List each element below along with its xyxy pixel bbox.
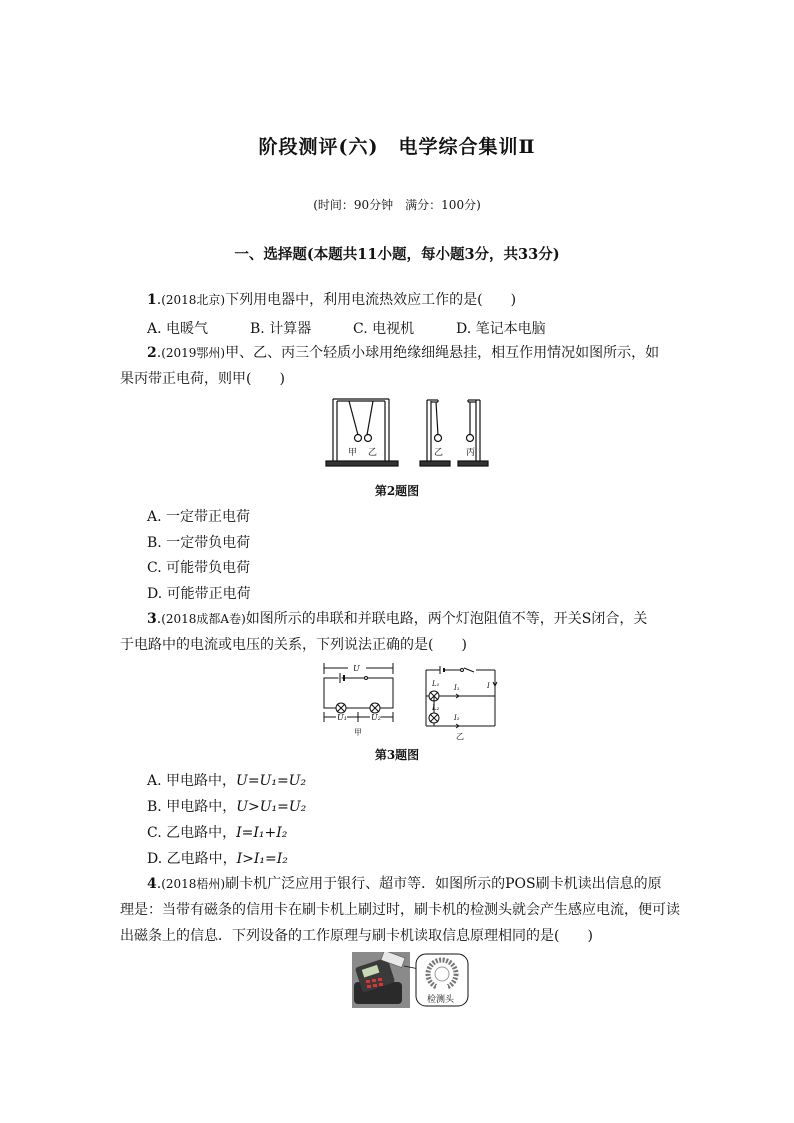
option-label: B. 甲电路中， bbox=[147, 799, 237, 815]
question-source: (2018北京) bbox=[161, 293, 226, 307]
option-d[interactable]: D. 可能带正电荷 bbox=[147, 586, 251, 602]
option-a[interactable]: A. 电暖气 bbox=[147, 321, 209, 337]
option-d[interactable] bbox=[147, 848, 288, 868]
page-title: 阶段测评(六) 电学综合集训Ⅱ bbox=[258, 136, 536, 158]
option-label: C. 乙电路中， bbox=[147, 825, 237, 841]
figure-caption: 第3题图 bbox=[374, 748, 420, 762]
figure-label: 检测头 bbox=[427, 995, 455, 1005]
figure-caption: 第2题图 bbox=[374, 484, 420, 498]
figure-series-circuit bbox=[318, 660, 400, 738]
ball-label: 乙 bbox=[368, 448, 378, 458]
current-label: I₂ bbox=[454, 714, 460, 722]
question-text: 甲、乙、丙三个轻质小球用绝缘细绳悬挂，相互作用情况如图所示，如 bbox=[225, 345, 660, 361]
ball-label: 丙 bbox=[466, 448, 476, 458]
question-text: 刷卡机广泛应用于银行、超市等．如图所示的POS刷卡机读出信息的原 bbox=[225, 876, 662, 892]
option-b[interactable] bbox=[147, 796, 306, 816]
option-c[interactable]: C. 电视机 bbox=[353, 321, 415, 337]
figure-pos-machine bbox=[352, 952, 470, 1008]
lamp-label: L₂ bbox=[432, 704, 440, 712]
question-1-options bbox=[147, 318, 546, 338]
question-4-stem-cont: 理是：当带有磁条的信用卡在刷卡机上刷过时，刷卡机的检测头就会产生感应电流，便可读 bbox=[120, 902, 680, 918]
figure-parallel-circuit bbox=[420, 664, 502, 742]
question-number: 4 bbox=[147, 876, 157, 892]
circuit-name: 乙 bbox=[456, 732, 464, 741]
current-label: I₁ bbox=[454, 684, 460, 692]
voltage-label: U bbox=[353, 664, 360, 673]
question-1-stem: 1.(2018北京)下列用电器中，利用电流热效应工作的是( ) bbox=[147, 292, 517, 308]
question-4-stem: 4.(2018梧州)刷卡机广泛应用于银行、超市等．如图所示的POS刷卡机读出信息的原 bbox=[147, 876, 662, 892]
question-number: 1 bbox=[147, 292, 157, 308]
question-4-stem-cont: 出磁条上的信息．下列设备的工作原理与刷卡机读取信息原理相同的是( ) bbox=[120, 928, 593, 944]
question-text: 如图所示的串联和并联电路，两个灯泡阻值不等，开关S闭合，关 bbox=[245, 611, 648, 627]
option-expression: I>I₁=I₂ bbox=[236, 851, 288, 867]
option-a[interactable] bbox=[147, 770, 306, 790]
option-label: D. 乙电路中， bbox=[147, 851, 237, 867]
ball-label: 甲 bbox=[348, 448, 358, 458]
section-heading: 一、选择题(本题共11小题，每小题3分，共33分) bbox=[234, 246, 560, 263]
option-expression: U>U₁=U₂ bbox=[236, 799, 307, 815]
voltage-label: U₁ bbox=[337, 713, 347, 722]
circuit-name: 甲 bbox=[354, 728, 362, 737]
lamp-label: L₁ bbox=[432, 680, 440, 688]
question-source: (2019鄂州) bbox=[161, 346, 226, 360]
question-3-stem-cont: 于电路中的电流或电压的关系，下列说法正确的是( ) bbox=[120, 637, 467, 653]
question-2-stem: 2.(2019鄂州)甲、乙、丙三个轻质小球用绝缘细绳悬挂，相互作用情况如图所示，如 bbox=[147, 345, 660, 361]
option-label: A. 甲电路中， bbox=[147, 773, 237, 789]
option-c[interactable] bbox=[147, 822, 287, 842]
question-source: (2018梧州) bbox=[161, 877, 226, 891]
exam-meta: (时间：90分钟 满分：100分) bbox=[313, 198, 481, 212]
option-a[interactable]: A. 一定带正电荷 bbox=[147, 509, 251, 525]
option-expression: U=U₁=U₂ bbox=[236, 773, 307, 789]
option-expression: I=I₁+I₂ bbox=[236, 825, 288, 841]
current-label: I bbox=[487, 682, 490, 690]
option-b[interactable]: B. 计算器 bbox=[250, 321, 312, 337]
question-3-stem: 3.(2018成都A卷)如图所示的串联和并联电路，两个灯泡阻值不等，开关S闭合，关 bbox=[147, 611, 648, 627]
option-d[interactable]: D. 笔记本电脑 bbox=[456, 321, 546, 337]
ball-label: 乙 bbox=[434, 448, 444, 458]
voltage-label: U₂ bbox=[371, 713, 381, 722]
option-c[interactable]: C. 可能带负电荷 bbox=[147, 560, 251, 576]
figure-charged-balls bbox=[320, 395, 490, 469]
question-2-stem-cont: 果丙带正电荷，则甲( ) bbox=[120, 371, 285, 387]
question-text: 下列用电器中，利用电流热效应工作的是( ) bbox=[225, 292, 517, 308]
question-number: 2 bbox=[147, 345, 157, 361]
option-b[interactable]: B. 一定带负电荷 bbox=[147, 535, 251, 551]
question-number: 3 bbox=[147, 611, 157, 627]
question-source: (2018成都A卷) bbox=[161, 612, 246, 626]
